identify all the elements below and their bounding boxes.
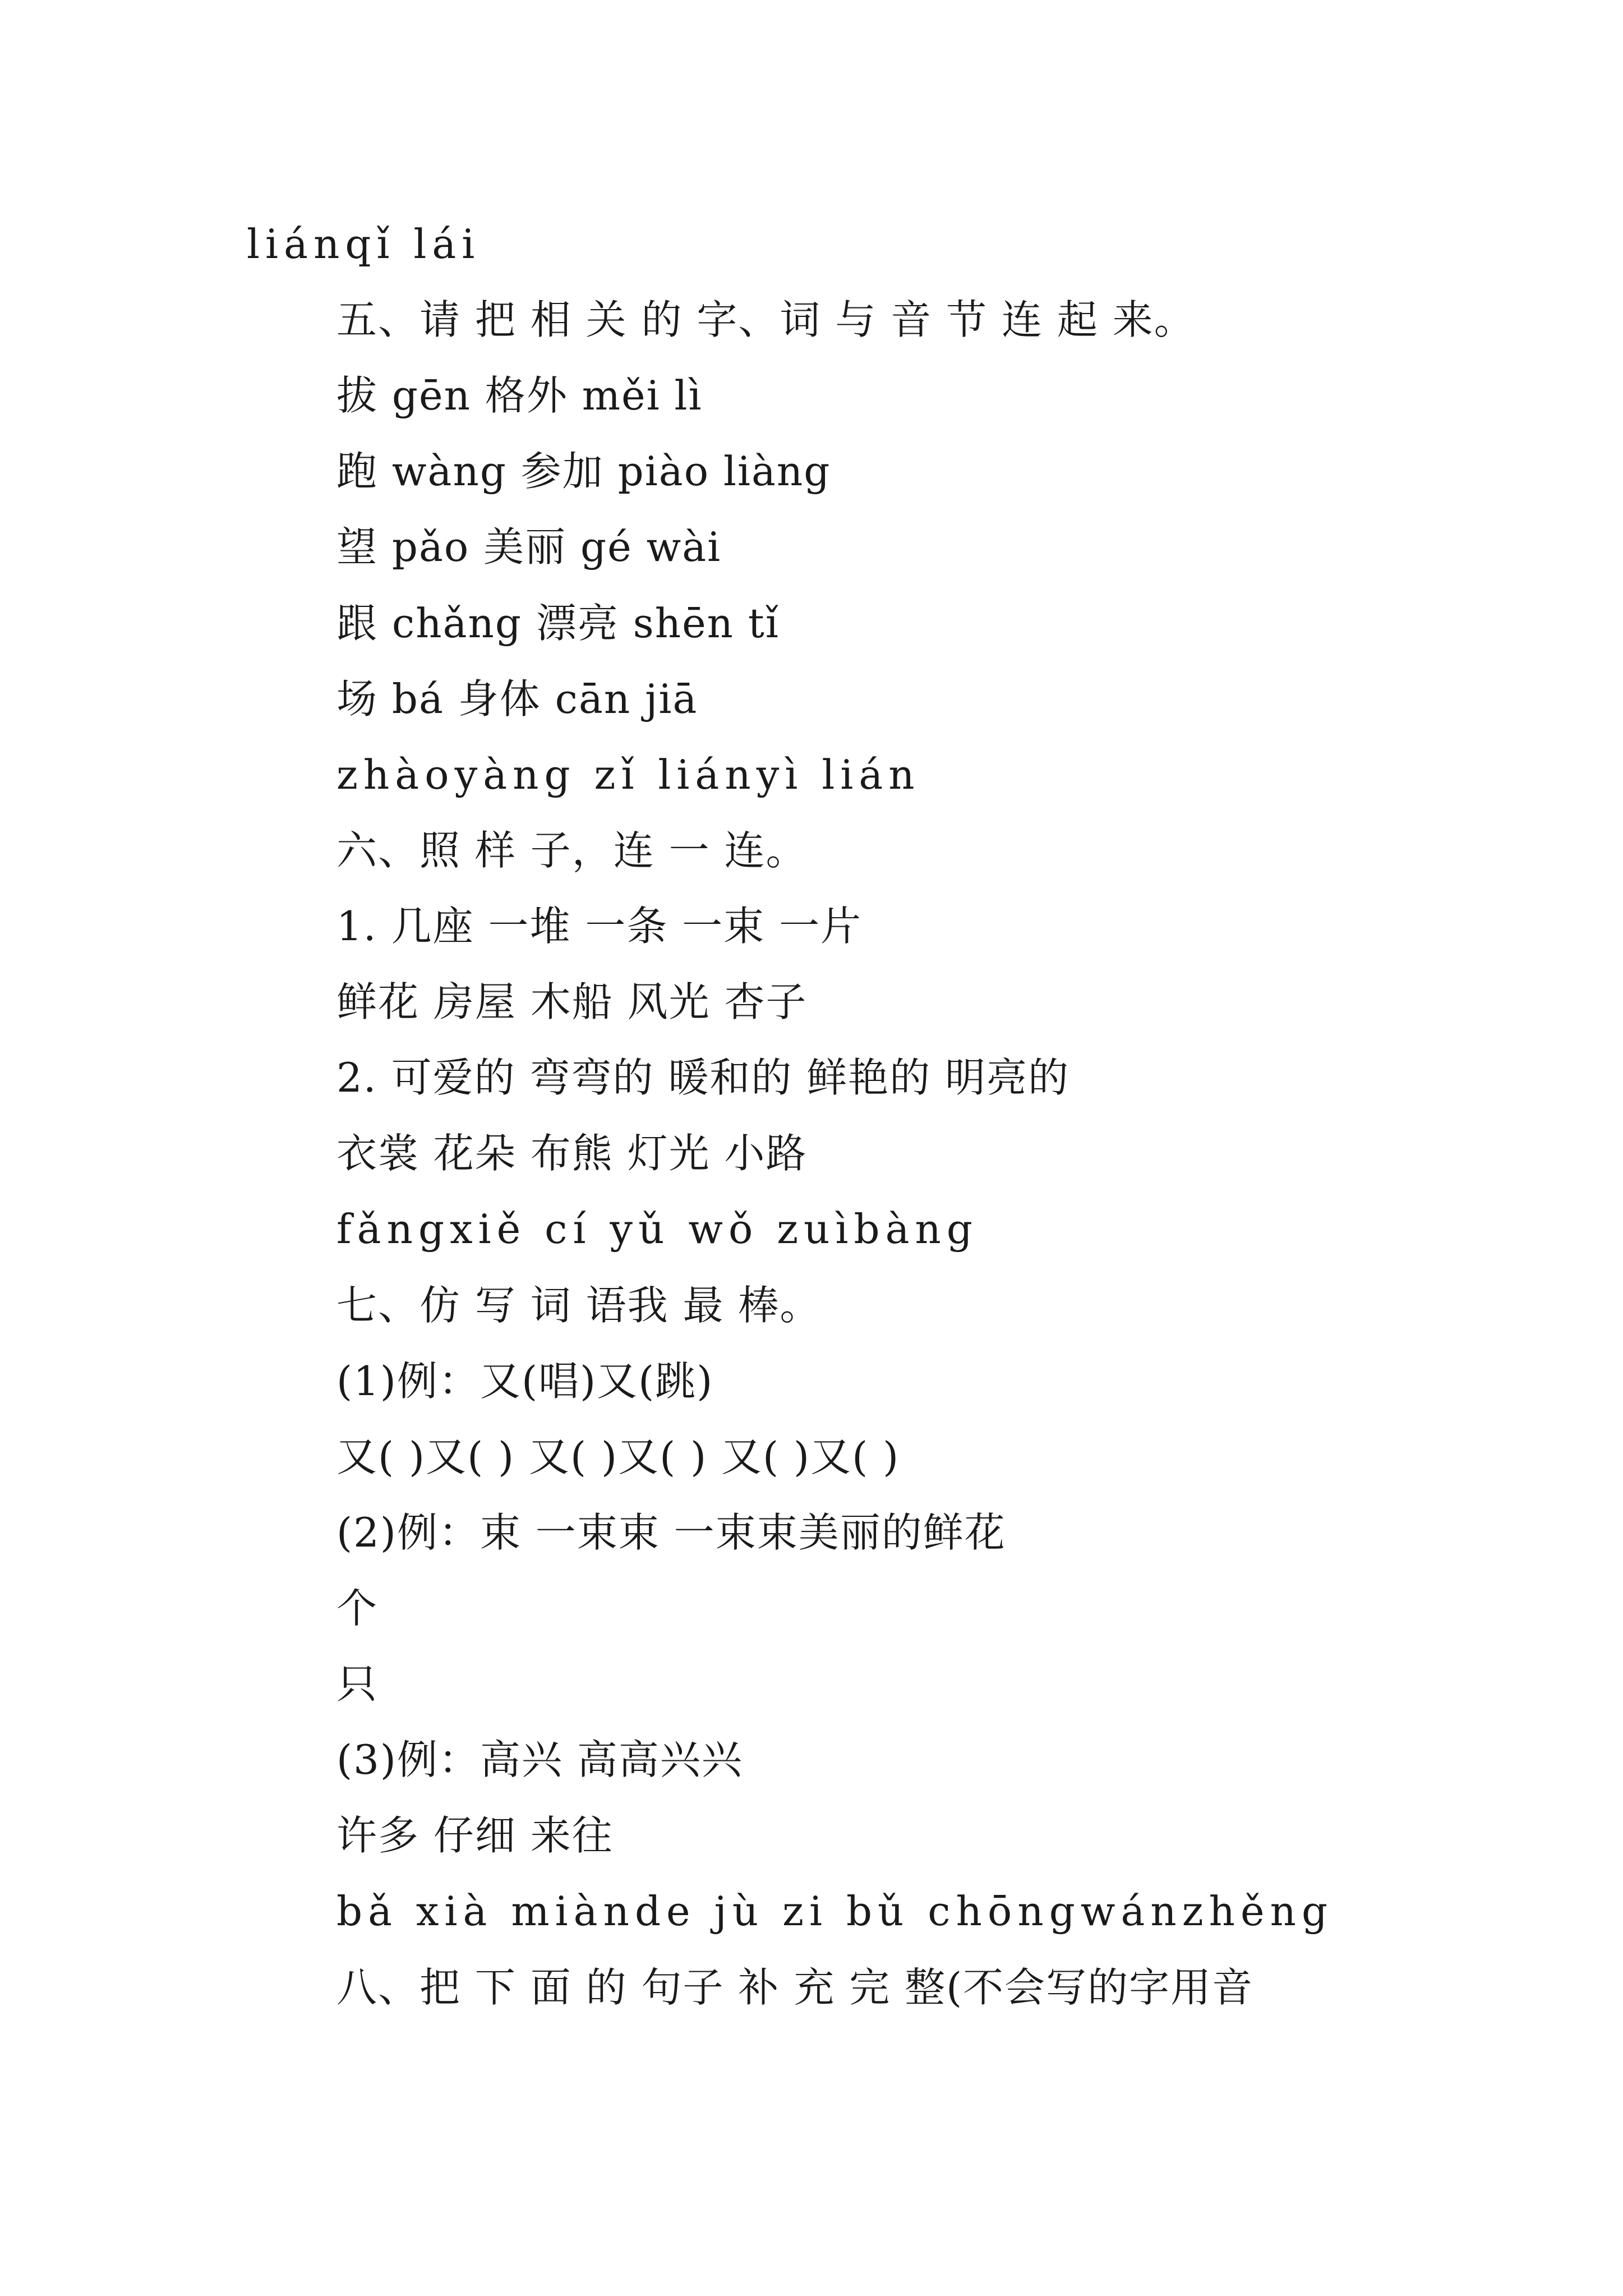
section-eight-heading: 八、把 下 面 的 句子 补 充 完 整(不会写的字用音 <box>336 1964 1254 2011</box>
pinyin-line: fǎngxiě cí yǔ wǒ zuìbàng <box>336 1205 979 1253</box>
text-line: 鲜花 房屋 木船 风光 杏子 <box>336 978 808 1025</box>
text-line: 个 <box>336 1585 379 1632</box>
section-five-heading: 五、请 把 相 关 的 字、词 与 音 节 连 起 来。 <box>336 296 1196 343</box>
pinyin-line: bǎ xià miànde jù zi bǔ chōngwánzhěng <box>336 1888 1334 1935</box>
pinyin-line: zhàoyàng zǐ liányì lián <box>336 751 920 798</box>
text-line: (3)例：高兴 高高兴兴 <box>336 1736 743 1783</box>
text-line: 衣裳 花朵 布熊 灯光 小路 <box>336 1130 808 1177</box>
text-line: 跟 chǎng 漂亮 shēn tǐ <box>336 600 780 647</box>
text-line: 只 <box>336 1660 379 1708</box>
text-line: (2)例：束 一束束 一束束美丽的鲜花 <box>336 1509 1006 1556</box>
text-line: 1. 几座 一堆 一条 一束 一片 <box>336 903 863 950</box>
text-line: 又( )又( ) 又( )又( ) 又( )又( ) <box>336 1433 900 1480</box>
text-line: 2. 可爱的 弯弯的 暖和的 鲜艳的 明亮的 <box>336 1054 1070 1101</box>
text-line: 场 bá 身体 cān jiā <box>336 675 698 723</box>
text-line: 望 pǎo 美丽 gé wài <box>336 523 722 570</box>
section-six-heading: 六、照 样 子，连 一 连。 <box>336 827 808 874</box>
text-line: 跑 wàng 参加 piào liàng <box>336 448 831 495</box>
section-seven-heading: 七、仿 写 词 语我 最 棒。 <box>336 1282 822 1329</box>
text-line: (1)例：又(唱)又(跳) <box>336 1358 714 1405</box>
pinyin-line: liánqǐ lái <box>247 220 481 268</box>
text-line: 许多 仔细 来往 <box>336 1812 614 1859</box>
text-line: 拔 gēn 格外 měi lì <box>336 372 703 419</box>
